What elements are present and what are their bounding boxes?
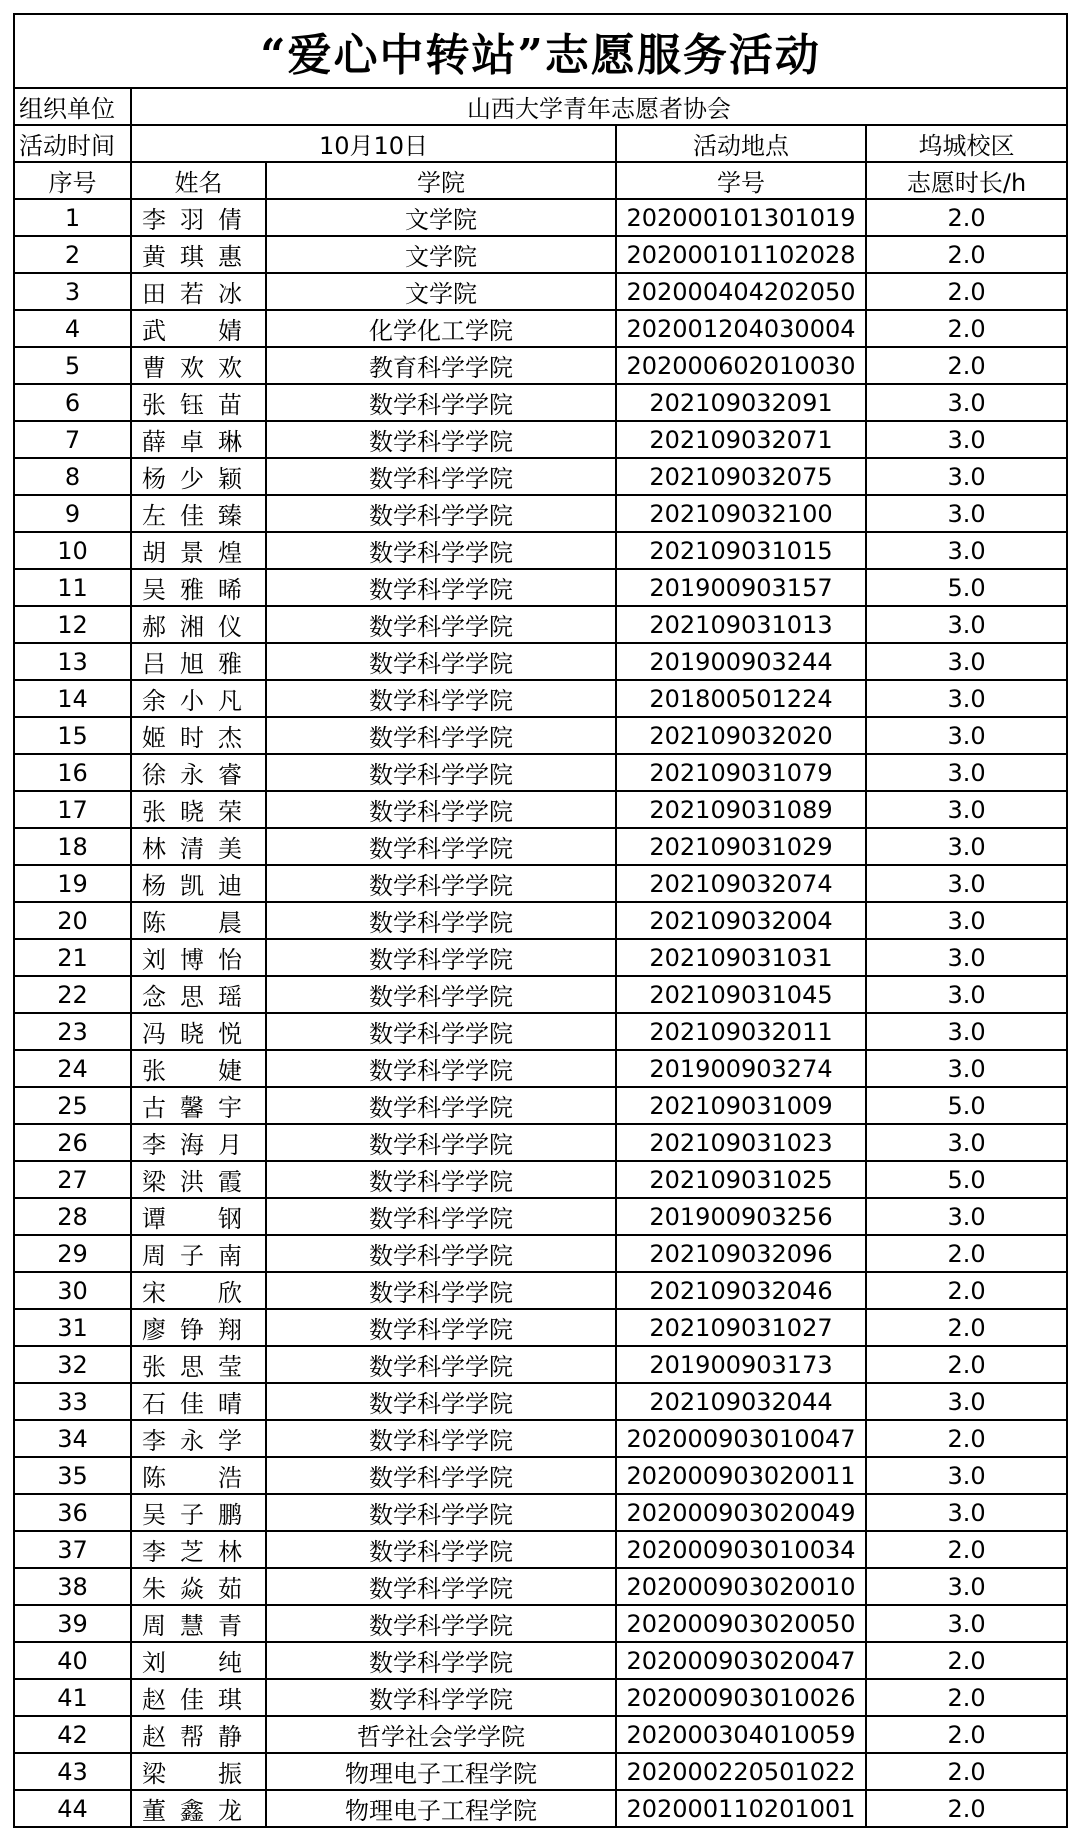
row-college: 数学科学学院: [266, 1272, 616, 1309]
row-hours: 3.0: [866, 791, 1067, 828]
row-college: 数学科学学院: [266, 569, 616, 606]
row-index: 4: [14, 310, 131, 347]
row-index: 9: [14, 495, 131, 532]
row-hours: 3.0: [866, 1198, 1067, 1235]
row-name: 赵佳琪: [131, 1679, 266, 1716]
row-name: 郝湘仪: [131, 606, 266, 643]
row-name: 薛卓琳: [131, 421, 266, 458]
row-name: 李羽倩: [131, 199, 266, 236]
row-hours: 3.0: [866, 1457, 1067, 1494]
row-name: 陈 浩: [131, 1457, 266, 1494]
row-name: 石佳晴: [131, 1383, 266, 1420]
row-college: 文学院: [266, 199, 616, 236]
row-student-id: 202109032075: [616, 458, 866, 495]
row-college: 数学科学学院: [266, 754, 616, 791]
row-college: 文学院: [266, 236, 616, 273]
row-college: 数学科学学院: [266, 1198, 616, 1235]
header-student-id: 学号: [616, 162, 866, 199]
row-student-id: 202000903020050: [616, 1605, 866, 1642]
row-hours: 3.0: [866, 1605, 1067, 1642]
header-name: 姓名: [131, 162, 266, 199]
row-index: 22: [14, 976, 131, 1013]
page-title: “爱心中转站”志愿服务活动: [14, 14, 1067, 88]
table-row: [14, 1531, 1067, 1568]
table-row: [14, 1272, 1067, 1309]
table-row: [14, 384, 1067, 421]
row-college: 数学科学学院: [266, 643, 616, 680]
table-row: [14, 680, 1067, 717]
row-hours: 3.0: [866, 606, 1067, 643]
row-name: 念思瑶: [131, 976, 266, 1013]
row-index: 41: [14, 1679, 131, 1716]
row-name: 古馨宇: [131, 1087, 266, 1124]
row-student-id: 202109032004: [616, 902, 866, 939]
row-student-id: 201900903256: [616, 1198, 866, 1235]
row-hours: 2.0: [866, 1309, 1067, 1346]
row-hours: 2.0: [866, 310, 1067, 347]
row-hours: 3.0: [866, 1124, 1067, 1161]
row-hours: 3.0: [866, 754, 1067, 791]
row-hours: 2.0: [866, 1753, 1067, 1790]
org-value: 山西大学青年志愿者协会: [131, 88, 1067, 125]
row-hours: 2.0: [866, 1420, 1067, 1457]
row-student-id: 202000903020011: [616, 1457, 866, 1494]
row-college: 数学科学学院: [266, 1605, 616, 1642]
row-index: 20: [14, 902, 131, 939]
row-college: 物理电子工程学院: [266, 1790, 616, 1827]
row-student-id: 202000903010047: [616, 1420, 866, 1457]
row-student-id: 202109032046: [616, 1272, 866, 1309]
row-hours: 2.0: [866, 1716, 1067, 1753]
row-index: 16: [14, 754, 131, 791]
row-college: 数学科学学院: [266, 495, 616, 532]
table-row: [14, 1679, 1067, 1716]
row-college: 数学科学学院: [266, 532, 616, 569]
row-name: 杨少颖: [131, 458, 266, 495]
row-index: 42: [14, 1716, 131, 1753]
row-student-id: 202109032044: [616, 1383, 866, 1420]
row-student-id: 202000903020047: [616, 1642, 866, 1679]
row-student-id: 202000110201001: [616, 1790, 866, 1827]
row-name: 谭 钢: [131, 1198, 266, 1235]
row-college: 数学科学学院: [266, 1642, 616, 1679]
row-hours: 2.0: [866, 1642, 1067, 1679]
row-hours: 2.0: [866, 199, 1067, 236]
row-name: 宋 欣: [131, 1272, 266, 1309]
row-college: 数学科学学院: [266, 384, 616, 421]
row-hours: 2.0: [866, 347, 1067, 384]
row-index: 21: [14, 939, 131, 976]
row-hours: 3.0: [866, 1050, 1067, 1087]
row-student-id: 202109032091: [616, 384, 866, 421]
row-hours: 2.0: [866, 236, 1067, 273]
row-name: 余小凡: [131, 680, 266, 717]
row-college: 数学科学学院: [266, 680, 616, 717]
row-hours: 5.0: [866, 569, 1067, 606]
row-index: 6: [14, 384, 131, 421]
row-student-id: 202000602010030: [616, 347, 866, 384]
table-row: [14, 1013, 1067, 1050]
table-row: [14, 1346, 1067, 1383]
row-hours: 3.0: [866, 458, 1067, 495]
row-index: 28: [14, 1198, 131, 1235]
table-row: [14, 1457, 1067, 1494]
header-index: 序号: [14, 162, 131, 199]
row-hours: 5.0: [866, 1087, 1067, 1124]
row-index: 43: [14, 1753, 131, 1790]
row-name: 张晓荣: [131, 791, 266, 828]
row-college: 数学科学学院: [266, 1087, 616, 1124]
row-hours: 3.0: [866, 1568, 1067, 1605]
row-student-id: 202000220501022: [616, 1753, 866, 1790]
table-row: [14, 976, 1067, 1013]
row-name: 李海月: [131, 1124, 266, 1161]
row-college: 数学科学学院: [266, 1568, 616, 1605]
row-student-id: 201900903157: [616, 569, 866, 606]
row-college: 数学科学学院: [266, 1050, 616, 1087]
table-row: [14, 347, 1067, 384]
row-index: 18: [14, 828, 131, 865]
volunteer-sheet: [13, 13, 1066, 1825]
row-hours: 3.0: [866, 495, 1067, 532]
row-index: 5: [14, 347, 131, 384]
row-college: 数学科学学院: [266, 1124, 616, 1161]
table-row: [14, 1050, 1067, 1087]
row-name: 杨凯迪: [131, 865, 266, 902]
row-index: 44: [14, 1790, 131, 1827]
row-student-id: 202109031023: [616, 1124, 866, 1161]
row-student-id: 202109032096: [616, 1235, 866, 1272]
row-hours: 2.0: [866, 1346, 1067, 1383]
row-college: 数学科学学院: [266, 1494, 616, 1531]
row-hours: 3.0: [866, 1383, 1067, 1420]
row-name: 左佳臻: [131, 495, 266, 532]
table-row: [14, 643, 1067, 680]
table-row: [14, 1753, 1067, 1790]
row-name: 刘博怡: [131, 939, 266, 976]
row-hours: 2.0: [866, 273, 1067, 310]
table-row: [14, 606, 1067, 643]
row-index: 23: [14, 1013, 131, 1050]
row-name: 梁 振: [131, 1753, 266, 1790]
row-college: 数学科学学院: [266, 1346, 616, 1383]
row-index: 19: [14, 865, 131, 902]
row-name: 李芝林: [131, 1531, 266, 1568]
table-row: [14, 1198, 1067, 1235]
row-college: 化学化工学院: [266, 310, 616, 347]
table-row: [14, 828, 1067, 865]
row-name: 曹欢欢: [131, 347, 266, 384]
row-index: 30: [14, 1272, 131, 1309]
row-student-id: 201800501224: [616, 680, 866, 717]
row-hours: 3.0: [866, 384, 1067, 421]
row-name: 周子南: [131, 1235, 266, 1272]
row-name: 张 婕: [131, 1050, 266, 1087]
row-student-id: 202000404202050: [616, 273, 866, 310]
row-student-id: 202001204030004: [616, 310, 866, 347]
row-index: 12: [14, 606, 131, 643]
table-row: [14, 310, 1067, 347]
row-hours: 3.0: [866, 421, 1067, 458]
row-index: 24: [14, 1050, 131, 1087]
row-student-id: 202109032071: [616, 421, 866, 458]
row-name: 姬时杰: [131, 717, 266, 754]
row-college: 数学科学学院: [266, 1457, 616, 1494]
row-index: 33: [14, 1383, 131, 1420]
place-value: 坞城校区: [866, 125, 1067, 162]
row-index: 32: [14, 1346, 131, 1383]
row-hours: 3.0: [866, 643, 1067, 680]
table-row: [14, 939, 1067, 976]
row-name: 朱焱茹: [131, 1568, 266, 1605]
row-student-id: 202109031009: [616, 1087, 866, 1124]
row-hours: 3.0: [866, 976, 1067, 1013]
row-college: 数学科学学院: [266, 939, 616, 976]
table-row: [14, 865, 1067, 902]
table-row: [14, 902, 1067, 939]
row-index: 40: [14, 1642, 131, 1679]
row-college: 数学科学学院: [266, 717, 616, 754]
row-name: 周慧青: [131, 1605, 266, 1642]
table-row: [14, 1568, 1067, 1605]
table-row: [14, 1605, 1067, 1642]
row-index: 1: [14, 199, 131, 236]
row-name: 徐永睿: [131, 754, 266, 791]
row-hours: 3.0: [866, 828, 1067, 865]
row-index: 34: [14, 1420, 131, 1457]
row-hours: 2.0: [866, 1790, 1067, 1827]
row-name: 李永学: [131, 1420, 266, 1457]
row-index: 36: [14, 1494, 131, 1531]
row-student-id: 202109031045: [616, 976, 866, 1013]
table-row: [14, 717, 1067, 754]
row-hours: 3.0: [866, 532, 1067, 569]
table-row: [14, 791, 1067, 828]
row-student-id: 202109032020: [616, 717, 866, 754]
row-name: 吕旭雅: [131, 643, 266, 680]
time-label: 活动时间: [14, 125, 131, 162]
row-index: 27: [14, 1161, 131, 1198]
row-student-id: 202109031029: [616, 828, 866, 865]
row-name: 梁洪霞: [131, 1161, 266, 1198]
table-row: [14, 273, 1067, 310]
row-college: 数学科学学院: [266, 458, 616, 495]
row-student-id: 202000903020049: [616, 1494, 866, 1531]
row-name: 黄琪惠: [131, 236, 266, 273]
row-index: 29: [14, 1235, 131, 1272]
row-student-id: 202000903010026: [616, 1679, 866, 1716]
row-student-id: 202109032074: [616, 865, 866, 902]
row-student-id: 202109031027: [616, 1309, 866, 1346]
table-row: [14, 421, 1067, 458]
row-index: 26: [14, 1124, 131, 1161]
row-name: 林清美: [131, 828, 266, 865]
table-row: [14, 1420, 1067, 1457]
table-row: [14, 1235, 1067, 1272]
table-row: [14, 1494, 1067, 1531]
row-college: 数学科学学院: [266, 828, 616, 865]
row-index: 3: [14, 273, 131, 310]
row-name: 吴子鹏: [131, 1494, 266, 1531]
table-row: [14, 532, 1067, 569]
row-student-id: 201900903173: [616, 1346, 866, 1383]
row-hours: 3.0: [866, 939, 1067, 976]
org-label: 组织单位: [14, 88, 131, 125]
row-name: 武 婧: [131, 310, 266, 347]
row-college: 数学科学学院: [266, 1383, 616, 1420]
row-index: 25: [14, 1087, 131, 1124]
row-college: 数学科学学院: [266, 791, 616, 828]
table-row: [14, 754, 1067, 791]
row-name: 董鑫龙: [131, 1790, 266, 1827]
table-row: [14, 199, 1067, 236]
table-row: [14, 495, 1067, 532]
row-college: 数学科学学院: [266, 421, 616, 458]
row-index: 15: [14, 717, 131, 754]
row-hours: 3.0: [866, 1013, 1067, 1050]
row-college: 文学院: [266, 273, 616, 310]
row-name: 陈 晨: [131, 902, 266, 939]
time-value: 10月10日: [131, 125, 616, 162]
row-index: 39: [14, 1605, 131, 1642]
row-student-id: 202000304010059: [616, 1716, 866, 1753]
row-name: 张钰苗: [131, 384, 266, 421]
row-name: 胡景煌: [131, 532, 266, 569]
row-student-id: 202000101301019: [616, 199, 866, 236]
row-hours: 2.0: [866, 1272, 1067, 1309]
row-hours: 2.0: [866, 1531, 1067, 1568]
row-index: 7: [14, 421, 131, 458]
row-student-id: 202109032011: [616, 1013, 866, 1050]
row-hours: 5.0: [866, 1161, 1067, 1198]
row-index: 2: [14, 236, 131, 273]
row-name: 张思莹: [131, 1346, 266, 1383]
header-college: 学院: [266, 162, 616, 199]
row-hours: 3.0: [866, 1494, 1067, 1531]
row-college: 数学科学学院: [266, 1013, 616, 1050]
row-name: 田若冰: [131, 273, 266, 310]
row-student-id: 201900903244: [616, 643, 866, 680]
row-hours: 3.0: [866, 717, 1067, 754]
row-index: 31: [14, 1309, 131, 1346]
table-row: [14, 1383, 1067, 1420]
row-college: 教育科学学院: [266, 347, 616, 384]
row-hours: 2.0: [866, 1679, 1067, 1716]
row-index: 38: [14, 1568, 131, 1605]
header-hours: 志愿时长/h: [866, 162, 1067, 199]
row-name: 赵帮静: [131, 1716, 266, 1753]
row-index: 35: [14, 1457, 131, 1494]
table-row: [14, 236, 1067, 273]
row-name: 廖铮翔: [131, 1309, 266, 1346]
row-student-id: 202000903010034: [616, 1531, 866, 1568]
row-college: 数学科学学院: [266, 1309, 616, 1346]
table-row: [14, 458, 1067, 495]
row-index: 11: [14, 569, 131, 606]
row-hours: 2.0: [866, 1235, 1067, 1272]
row-index: 8: [14, 458, 131, 495]
table-row: [14, 1642, 1067, 1679]
row-college: 数学科学学院: [266, 865, 616, 902]
row-hours: 3.0: [866, 865, 1067, 902]
row-student-id: 201900903274: [616, 1050, 866, 1087]
table-row: [14, 1087, 1067, 1124]
row-index: 10: [14, 532, 131, 569]
row-student-id: 202109031013: [616, 606, 866, 643]
row-index: 17: [14, 791, 131, 828]
volunteer-table: [13, 13, 1068, 1828]
row-college: 哲学社会学学院: [266, 1716, 616, 1753]
row-college: 数学科学学院: [266, 606, 616, 643]
row-student-id: 202109031015: [616, 532, 866, 569]
row-college: 物理电子工程学院: [266, 1753, 616, 1790]
row-student-id: 202109031025: [616, 1161, 866, 1198]
row-student-id: 202109031089: [616, 791, 866, 828]
table-row: [14, 1161, 1067, 1198]
row-hours: 3.0: [866, 902, 1067, 939]
table-row: [14, 1124, 1067, 1161]
table-row: [14, 1716, 1067, 1753]
row-college: 数学科学学院: [266, 1420, 616, 1457]
row-name: 刘 纯: [131, 1642, 266, 1679]
row-name: 吴雅晞: [131, 569, 266, 606]
row-student-id: 202000903020010: [616, 1568, 866, 1605]
row-college: 数学科学学院: [266, 1679, 616, 1716]
row-college: 数学科学学院: [266, 1161, 616, 1198]
place-label: 活动地点: [616, 125, 866, 162]
row-index: 37: [14, 1531, 131, 1568]
table-row: [14, 1790, 1067, 1827]
row-student-id: 202109032100: [616, 495, 866, 532]
row-student-id: 202109031079: [616, 754, 866, 791]
row-student-id: 202109031031: [616, 939, 866, 976]
row-hours: 3.0: [866, 680, 1067, 717]
table-row: [14, 569, 1067, 606]
row-college: 数学科学学院: [266, 976, 616, 1013]
row-college: 数学科学学院: [266, 1531, 616, 1568]
row-college: 数学科学学院: [266, 1235, 616, 1272]
table-row: [14, 1309, 1067, 1346]
row-student-id: 202000101102028: [616, 236, 866, 273]
row-index: 13: [14, 643, 131, 680]
row-college: 数学科学学院: [266, 902, 616, 939]
row-name: 冯晓悦: [131, 1013, 266, 1050]
row-index: 14: [14, 680, 131, 717]
